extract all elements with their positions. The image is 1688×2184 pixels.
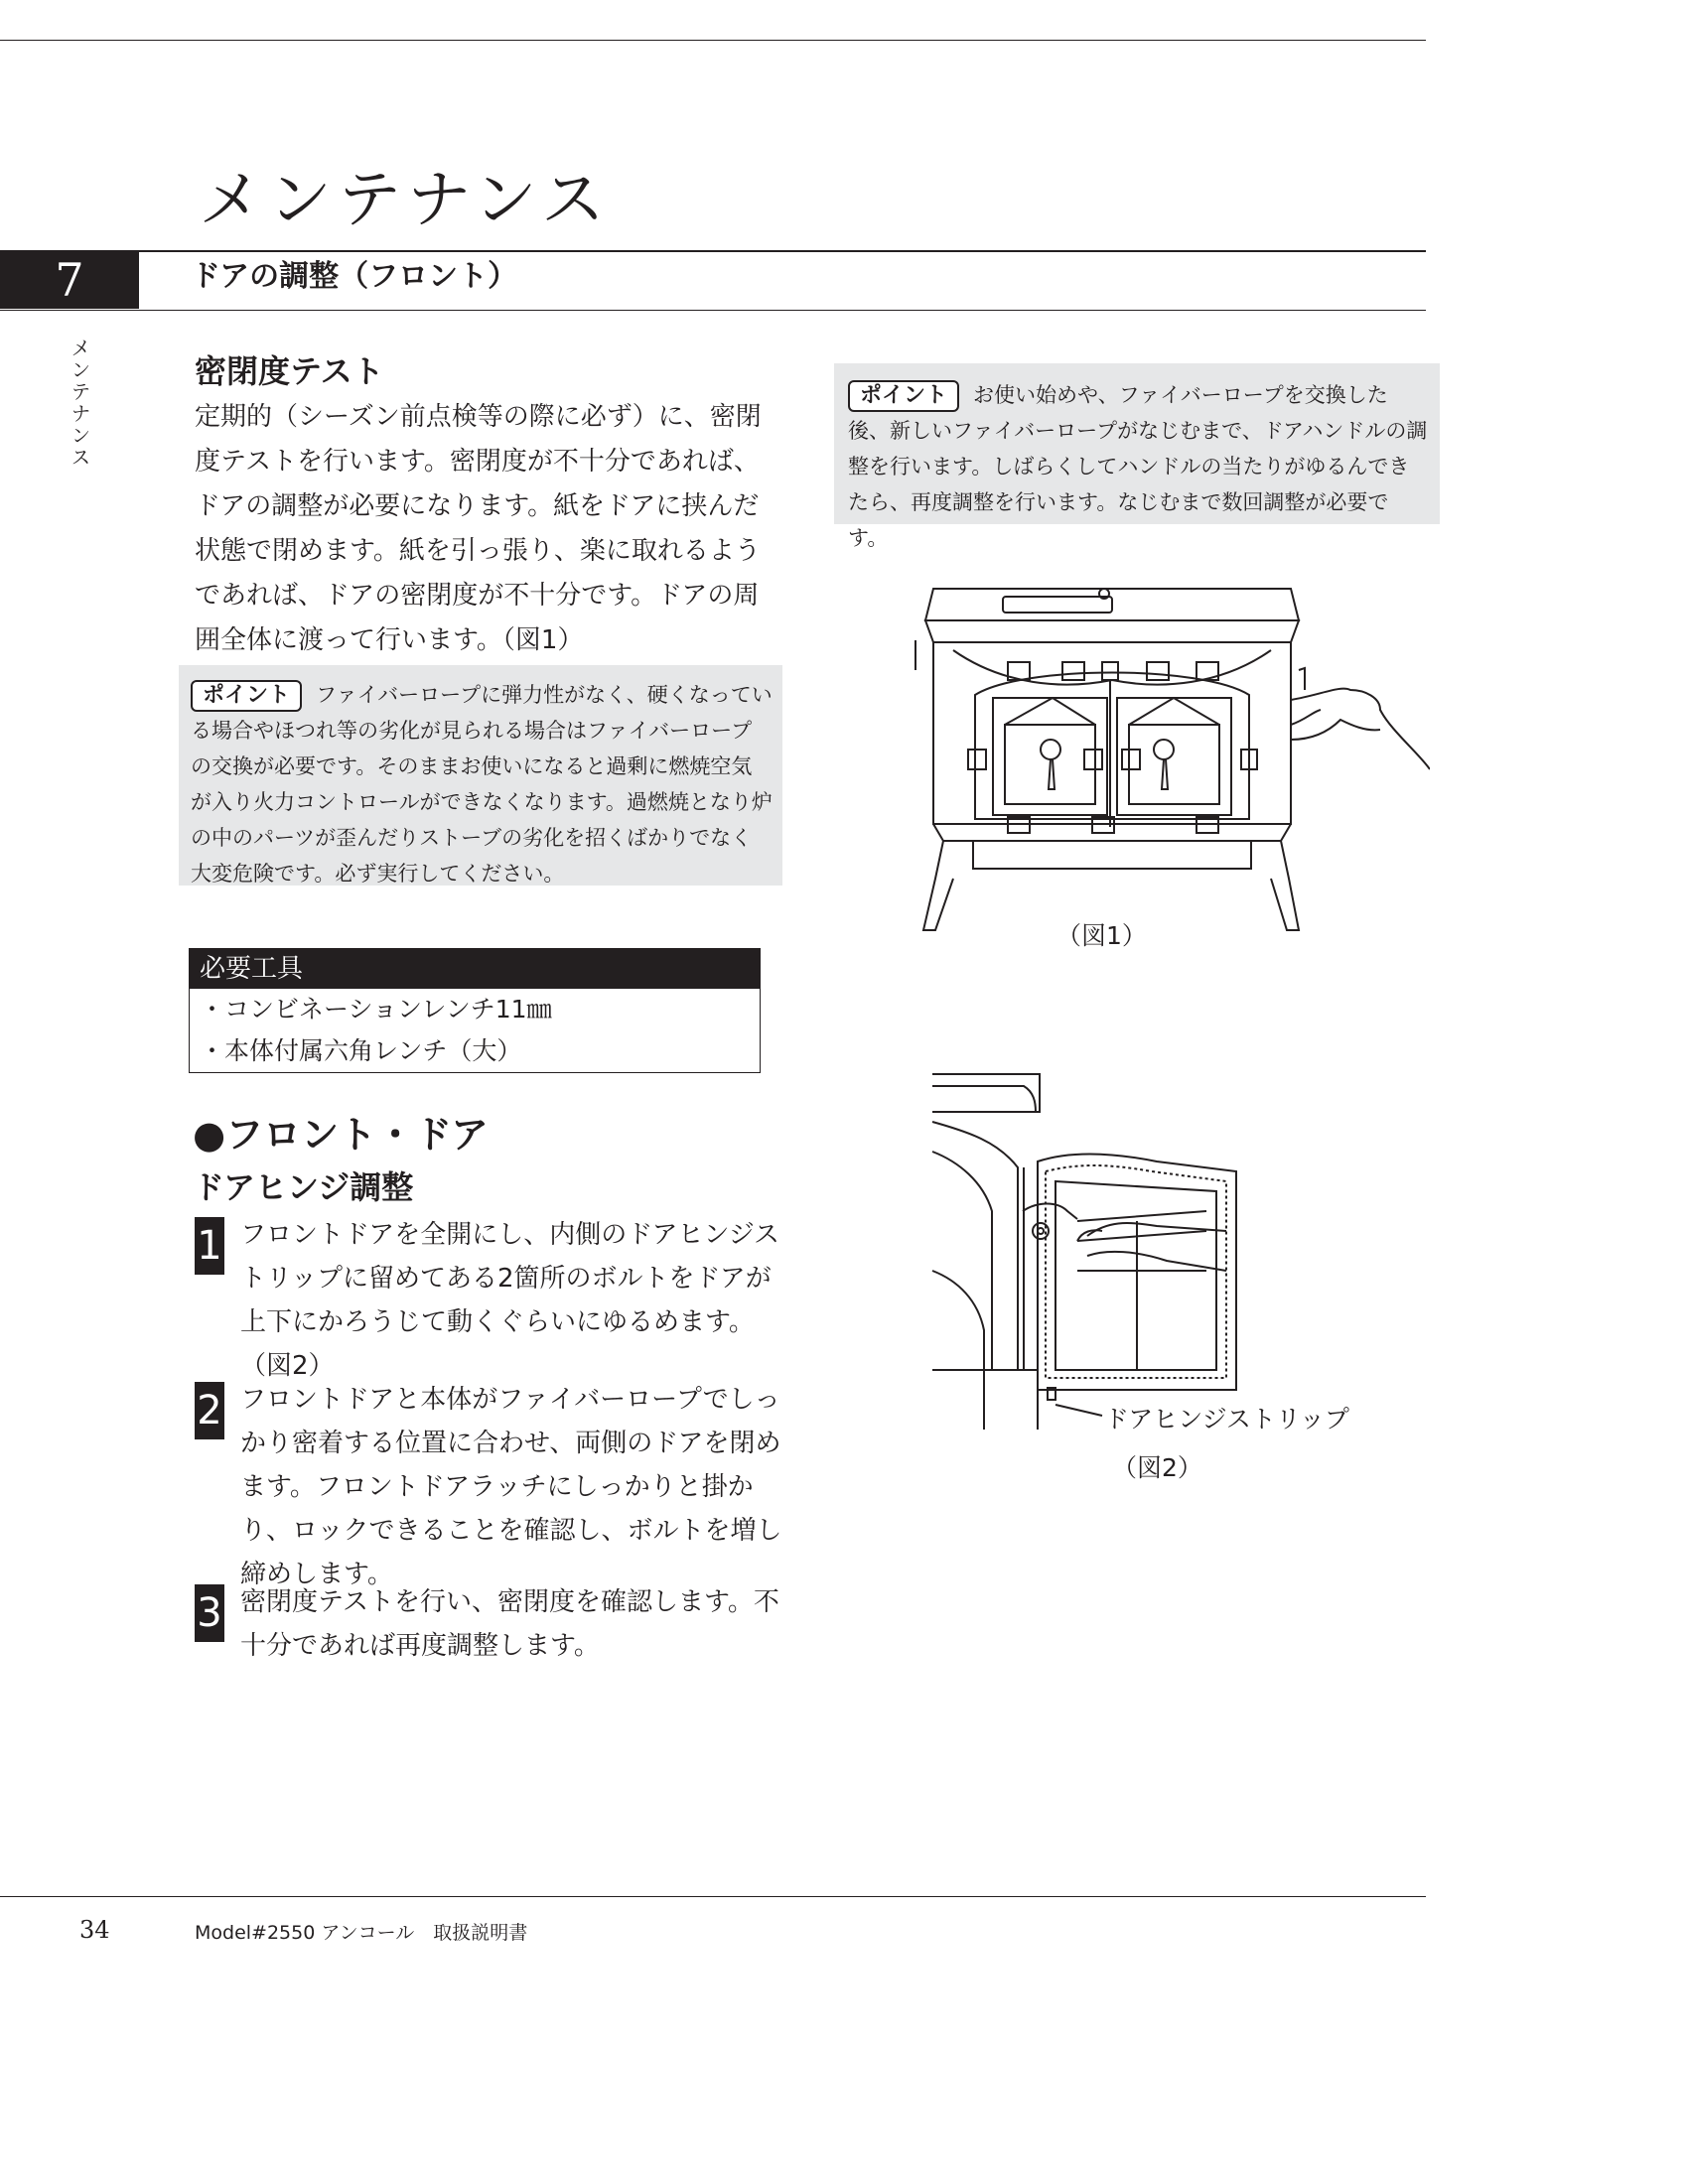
point-right-content [834,363,1440,556]
point-box-left [179,665,782,886]
side-chapter-label: メンテナンス [68,338,91,469]
section-title: ドアの調整（フロント） [191,259,518,294]
footer-model-text: Model#2550 アンコール 取扱説明書 [195,1922,528,1944]
door-hinge-illustration [928,1072,1246,1439]
step-number: 1 [195,1217,224,1275]
step-3 [195,1580,784,1668]
point-box-right [834,363,1440,550]
top-rule [0,40,1426,41]
step-text: フロントドアと本体がファイバーロープでしっかり密着する位置に合わせ、両側のドアを閉めます。フロントドアラッチにしっかりと掛かり、ロックできることを確認し、ボルトを増し締めします。 [240,1385,782,1589]
header-rule-bottom [0,310,1426,311]
point-left-content [179,665,782,891]
footer-rule [0,1896,1426,1897]
step-text: フロントドアを全開にし、内側のドアヒンジストリップに留めてある2箇所のボルトをドアが上下にかろうじて動くぐらいにゆるめます。（図2） [240,1220,780,1381]
point-left-text: ファイバーロープに弾力性がなく、硬くなっている場合やほつれ等の劣化が見られる場合はファイバーロープの交換が必要です。そのままお使いになると過剰に燃焼空気が入り火力コントロールができなくなります。過燃焼となり炉の中のパーツが歪んだりストーブの劣化を招くばかりでなく大変危険です。必ず実行してください。 [191,683,773,886]
stove-front-illustration [914,581,1430,938]
tools-heading: 必要工具 [190,949,760,989]
seal-test-heading: 密閉度テスト [195,352,384,390]
header-rule-top [0,250,1426,252]
step-text: 密閉度テストを行い、密閉度を確認します。不十分であれば再度調整します。 [240,1587,779,1661]
point-tag: ポイント [191,680,302,712]
step-2 [195,1378,784,1596]
step-number: 2 [195,1382,224,1439]
step-1 [195,1213,784,1388]
required-tools-box [189,948,761,1073]
chapter-number: 7 [0,251,139,309]
point-tag: ポイント [848,380,959,412]
door-hinge-subheading: ドアヒンジ調整 [193,1168,414,1206]
point-right-text: お使い始めや、ファイバーロープを交換した後、新しいファイバーロープがなじむまで、ドアハンドルの調整を行います。しばらくしてハンドルの当たりがゆるんできたら、再度調整を行います。なじむまで数回調整が必要です。 [848,383,1428,550]
hinge-strip-callout: ドアヒンジストリップ [1104,1405,1349,1433]
seal-test-body: 定期的（シーズン前点検等の際に必ず）に、密閉度テストを行います。密閉度が不十分であれば、ドアの調整が必要になります。紙をドアに挟んだ状態で閉めます。紙を引っ張り、楽に取れるようであれば、ドアの密閉度が不十分です。ドアの周囲全体に渡って行います。（図1） [195,402,762,655]
tool-item: ・本体付属六角レンチ（大） [200,1036,522,1065]
figure-1-caption: （図1） [1056,921,1147,950]
page-number: 34 [79,1916,110,1944]
chapter-title: メンテナンス [199,164,611,237]
figure-2-caption: （図2） [1112,1453,1202,1482]
step-number: 3 [195,1584,224,1642]
tool-item: ・コンビネーションレンチ11㎜ [200,995,552,1024]
front-door-heading: ●フロント・ドア [193,1113,490,1157]
